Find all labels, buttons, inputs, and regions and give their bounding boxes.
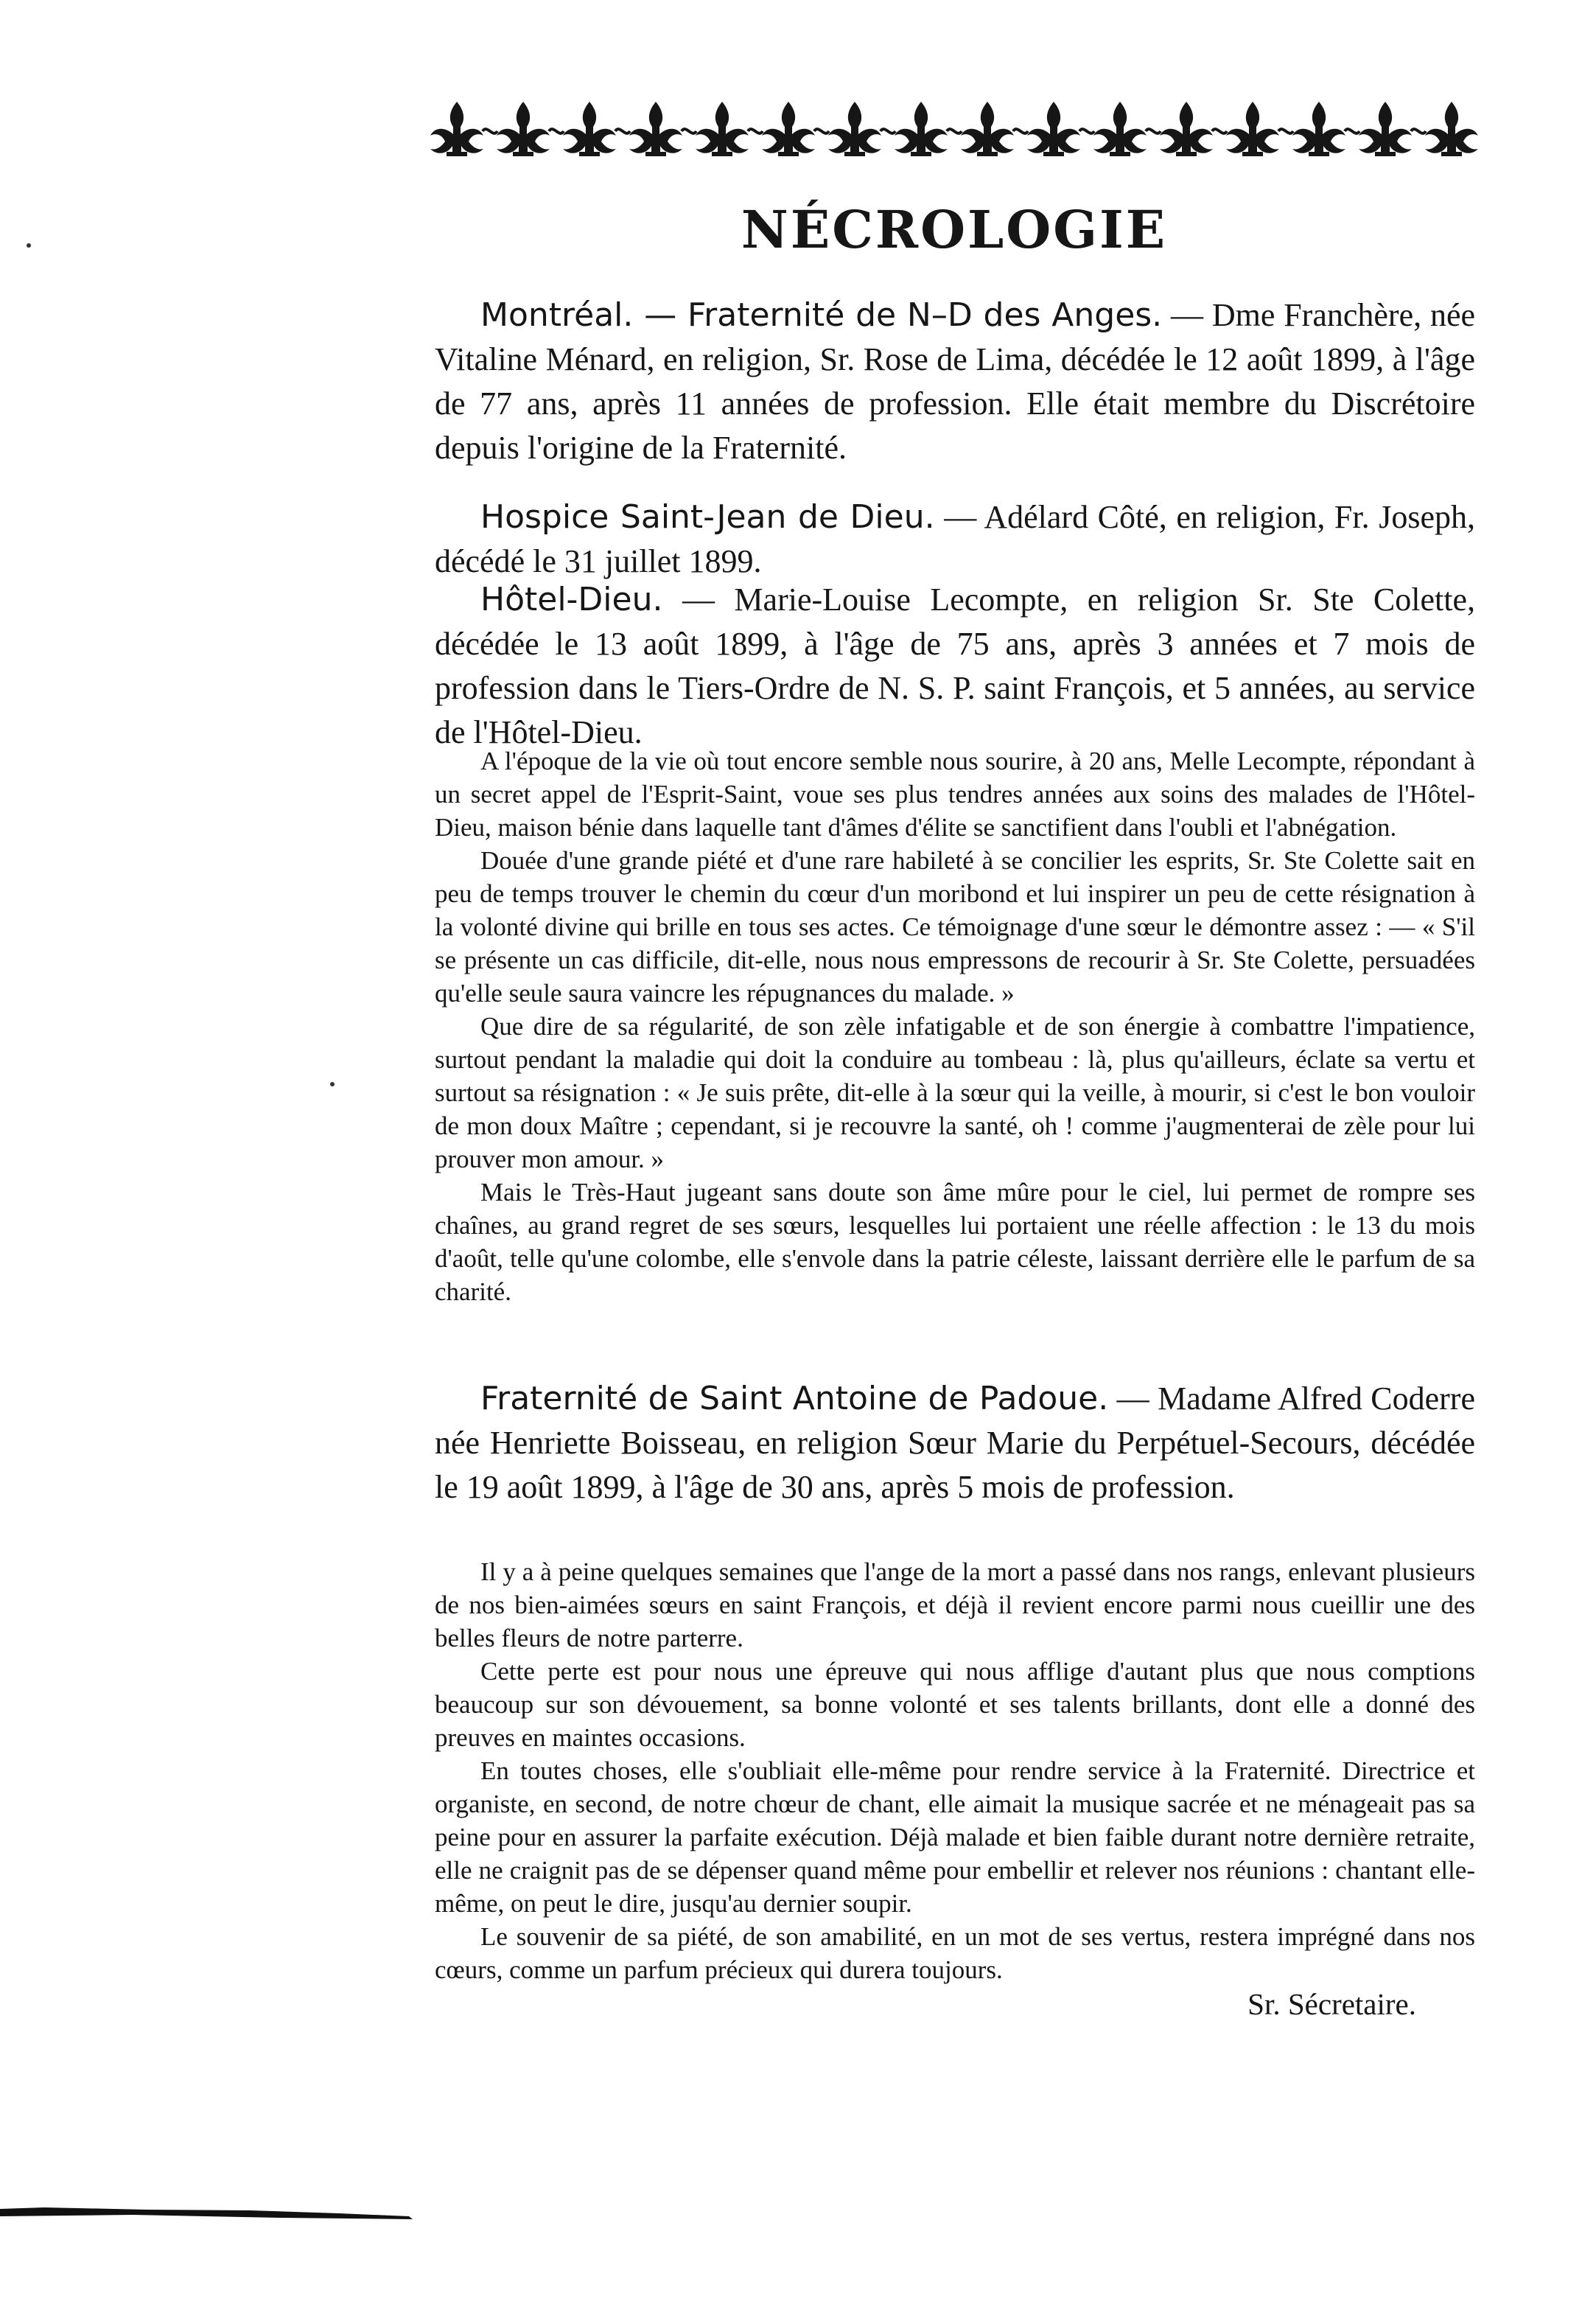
paragraph: Le souvenir de sa piété, de son amabilité, en un mot de ses vertus, restera imprégné dans nos cœurs, comme un parfum précieux qui durera toujours.: [435, 1922, 1475, 1984]
fleur-de-lis-icon: [430, 102, 483, 156]
ornament-link: [682, 129, 696, 133]
fleur-de-lis-icon: [1359, 102, 1412, 156]
paragraph: Que dire de sa régularité, de son zèle infatigable et de son énergie à combattre l'impatience, surtout pendant la maladie qui doit la conduire au tombeau : là, plus qu'ailleurs, éclate sa vertu et surtout sa résignation : « Je suis prête, dit-elle à la sœur qui la veille, à mourir, si c'est le bon vouloir de mon doux Maître ; cependant, si je recouvre la santé, oh ! comme j'augmenterai de zèle pour lui prouver mon amour. »: [435, 1012, 1475, 1173]
ornament-link: [881, 129, 895, 133]
fleur-de-lis-icon: [1292, 102, 1345, 156]
ornament-link: [549, 129, 564, 133]
paragraph: En toutes choses, elle s'oubliait elle-même pour rendre service à la Fraternité. Directrice et organiste, en second, de notre chœur de chant, elle aimait la musique sacrée et ne ménageait pas sa peine pour en assurer la parfaite exécution. Déjà malade et bien faible durant notre dernière retraite, elle ne craignit pas de se dépenser quand même pour embellir et relever nos réunions : chantant elle-même, on peut le dire, jusqu'au dernier soupir.: [435, 1756, 1475, 1918]
fleur-de-lis-icon: [1425, 102, 1478, 156]
ornament-link: [1146, 129, 1161, 133]
fleur-de-lis-icon: [1093, 102, 1147, 156]
paragraph: Il y a à peine quelques semaines que l'ange de la mort a passé dans nos rangs, enlevant plusieurs de nos bien-aimées sœurs en saint François, et déjà il revient encore parmi nous cueillir une des belles fleurs de notre parterre.: [435, 1557, 1475, 1652]
hotel-dieu-tribute: [435, 744, 1475, 1308]
saint-antoine-tribute: [435, 1555, 1475, 2022]
entry-text: — Marie-Louise Lecompte, en religion Sr. Ste Colette, décédée le 13 août 1899, à l'âge de 75 ans, après 3 années et 7 mois de profession dans le Tiers-Ordre de N. S. P. saint François, et 5 années, au service de l'Hôtel-Dieu.: [435, 582, 1475, 750]
fleur-de-lis-icon: [828, 102, 881, 156]
entry-heading: Montréal. — Fraternité de N–D des Anges.: [480, 296, 1163, 334]
fleur-de-lis-icon: [762, 102, 815, 156]
entry-montreal: [435, 293, 1475, 470]
ornament-link: [1345, 129, 1359, 133]
fleur-de-lis-icon: [563, 102, 616, 156]
entry-heading: Hôtel-Dieu.: [480, 581, 663, 618]
fleur-de-lis-icon: [895, 102, 948, 156]
entry-hotel-dieu: [435, 578, 1475, 755]
scan-speck: [330, 1082, 335, 1086]
ornament-link: [483, 129, 497, 133]
entry-saint-antoine: [435, 1377, 1475, 1509]
fleur-de-lis-icon: [497, 102, 550, 156]
scan-smudge: [0, 2200, 413, 2222]
ornament-link: [1013, 129, 1028, 133]
fleur-de-lis-icon: [629, 102, 682, 156]
fleur-de-lis-icon: [696, 102, 749, 156]
entry-text: — Adélard Côté, en religion, Fr. Joseph, décédé le 31 juillet 1899.: [435, 499, 1475, 579]
fleur-de-lis-icon-row: [424, 94, 1485, 168]
entry-hospice: [435, 495, 1475, 584]
ornament-link: [1411, 129, 1426, 133]
page-title: NÉCROLOGIE: [741, 199, 1168, 260]
paragraph: A l'époque de la vie où tout encore semble nous sourire, à 20 ans, Melle Lecompte, répondant à un secret appel de l'Esprit-Saint, voue ses plus tendres années aux soins des malades de l'Hôtel-Dieu, maison bénie dans laquelle tant d'âmes d'élite se sanctifient dans l'oubli et l'abnégation.: [435, 747, 1475, 842]
signature: Sr. Sécretaire.: [1247, 1987, 1416, 2021]
ornament-link: [1079, 129, 1094, 133]
entry-text: — Madame Alfred Coderre née Henriette Boisseau, en religion Sœur Marie du Perpétuel-Secours, décédée le 19 août 1899, à l'âge de 30 ans, après 5 mois de profession.: [435, 1380, 1475, 1505]
ornament-link: [1278, 129, 1293, 133]
ornament-link: [748, 129, 763, 133]
scan-speck: [27, 243, 31, 248]
fleur-de-lis-icon: [1160, 102, 1213, 156]
fleur-de-lis-icon: [1226, 102, 1279, 156]
ornament-link: [615, 129, 630, 133]
entry-text: — Dme Franchère, née Vitaline Ménard, en religion, Sr. Rose de Lima, décédée le 12 août 1899, à l'âge de 77 ans, après 11 années de profession. Elle était membre du Discrétoire depuis l'origine de la Fraternité.: [435, 297, 1475, 466]
paragraph: Mais le Très-Haut jugeant sans doute son âme mûre pour le ciel, lui permet de rompre ses chaînes, au grand regret de ses sœurs, lesquelles lui portaient une réelle affection : le 13 du mois d'août, telle qu'une colombe, elle s'envole dans la patrie céleste, laissant derrière elle le parfum de sa charité.: [435, 1178, 1475, 1306]
entry-heading: Hospice Saint-Jean de Dieu.: [480, 498, 935, 536]
ornament-link: [1212, 129, 1227, 133]
fleur-de-lis-icon: [1027, 102, 1080, 156]
paragraph: Douée d'une grande piété et d'une rare habileté à se concilier les esprits, Sr. Ste Colette sait en peu de temps trouver le chemin du cœur d'un moribond et lui inspirer un peu de cette résignation à la volonté divine qui brille en tous ses actes. Ce témoignage d'une sœur le démontre assez : — « S'il se présente un cas difficile, dit-elle, nous nous empressons de recourir à Sr. Ste Colette, persuadées qu'elle seule saura vaincre les répugnances du malade. »: [435, 846, 1475, 1008]
paragraph: Cette perte est pour nous une épreuve qui nous afflige d'autant plus que nous comptions beaucoup sur son dévouement, sa bonne volonté et ses talents brillants, dont elle a donné des preuves en maintes occasions.: [435, 1657, 1475, 1752]
ornament-link: [814, 129, 829, 133]
ornament-link: [947, 129, 962, 133]
entry-heading: Fraternité de Saint Antoine de Padoue.: [480, 1380, 1109, 1417]
fleur-de-lis-icon: [961, 102, 1014, 156]
fleur-de-lis-border: [424, 94, 1485, 168]
